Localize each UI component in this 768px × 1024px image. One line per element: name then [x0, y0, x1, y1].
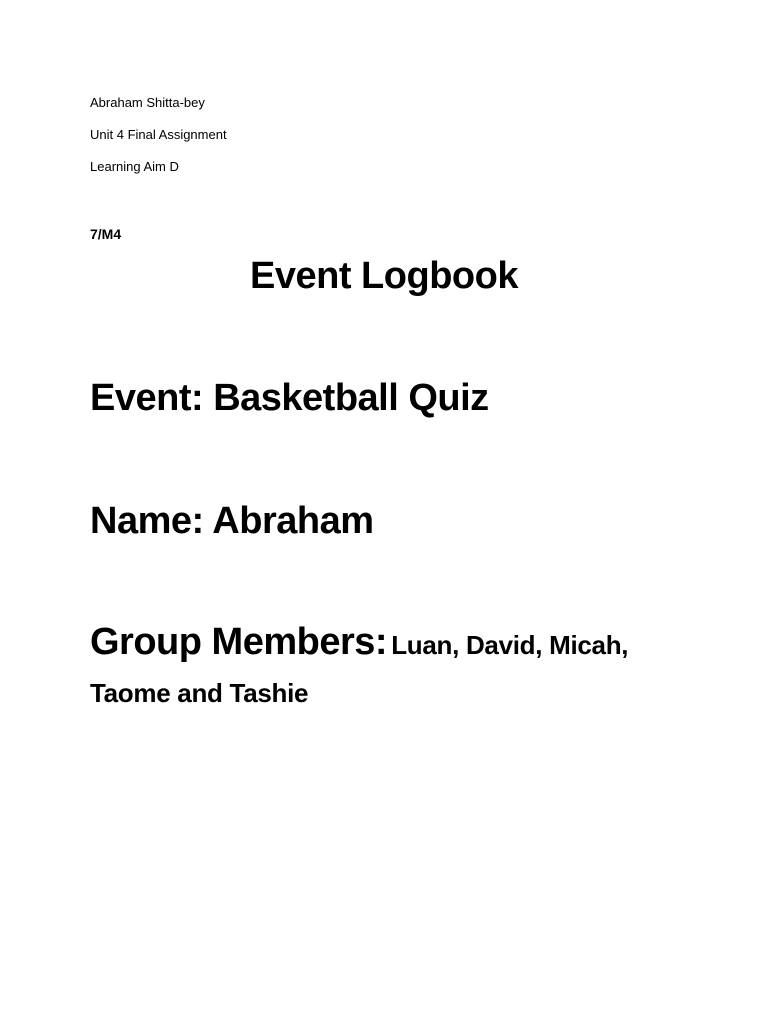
learning-aim: Learning Aim D — [90, 159, 179, 174]
assignment-title: Unit 4 Final Assignment — [90, 127, 227, 142]
group-members — [90, 618, 690, 717]
group-members-names: Luan, David, Micah, Taome and Tashie — [90, 630, 629, 708]
author-name: Abraham Shitta-bey — [90, 95, 205, 110]
event-line: Event: Basketball Quiz — [90, 377, 489, 419]
group-members-label: Group Members: — [90, 621, 388, 663]
class-code: 7/M4 — [90, 226, 122, 242]
page-title: Event Logbook — [250, 255, 518, 297]
name-line: Name: Abraham — [90, 500, 374, 542]
